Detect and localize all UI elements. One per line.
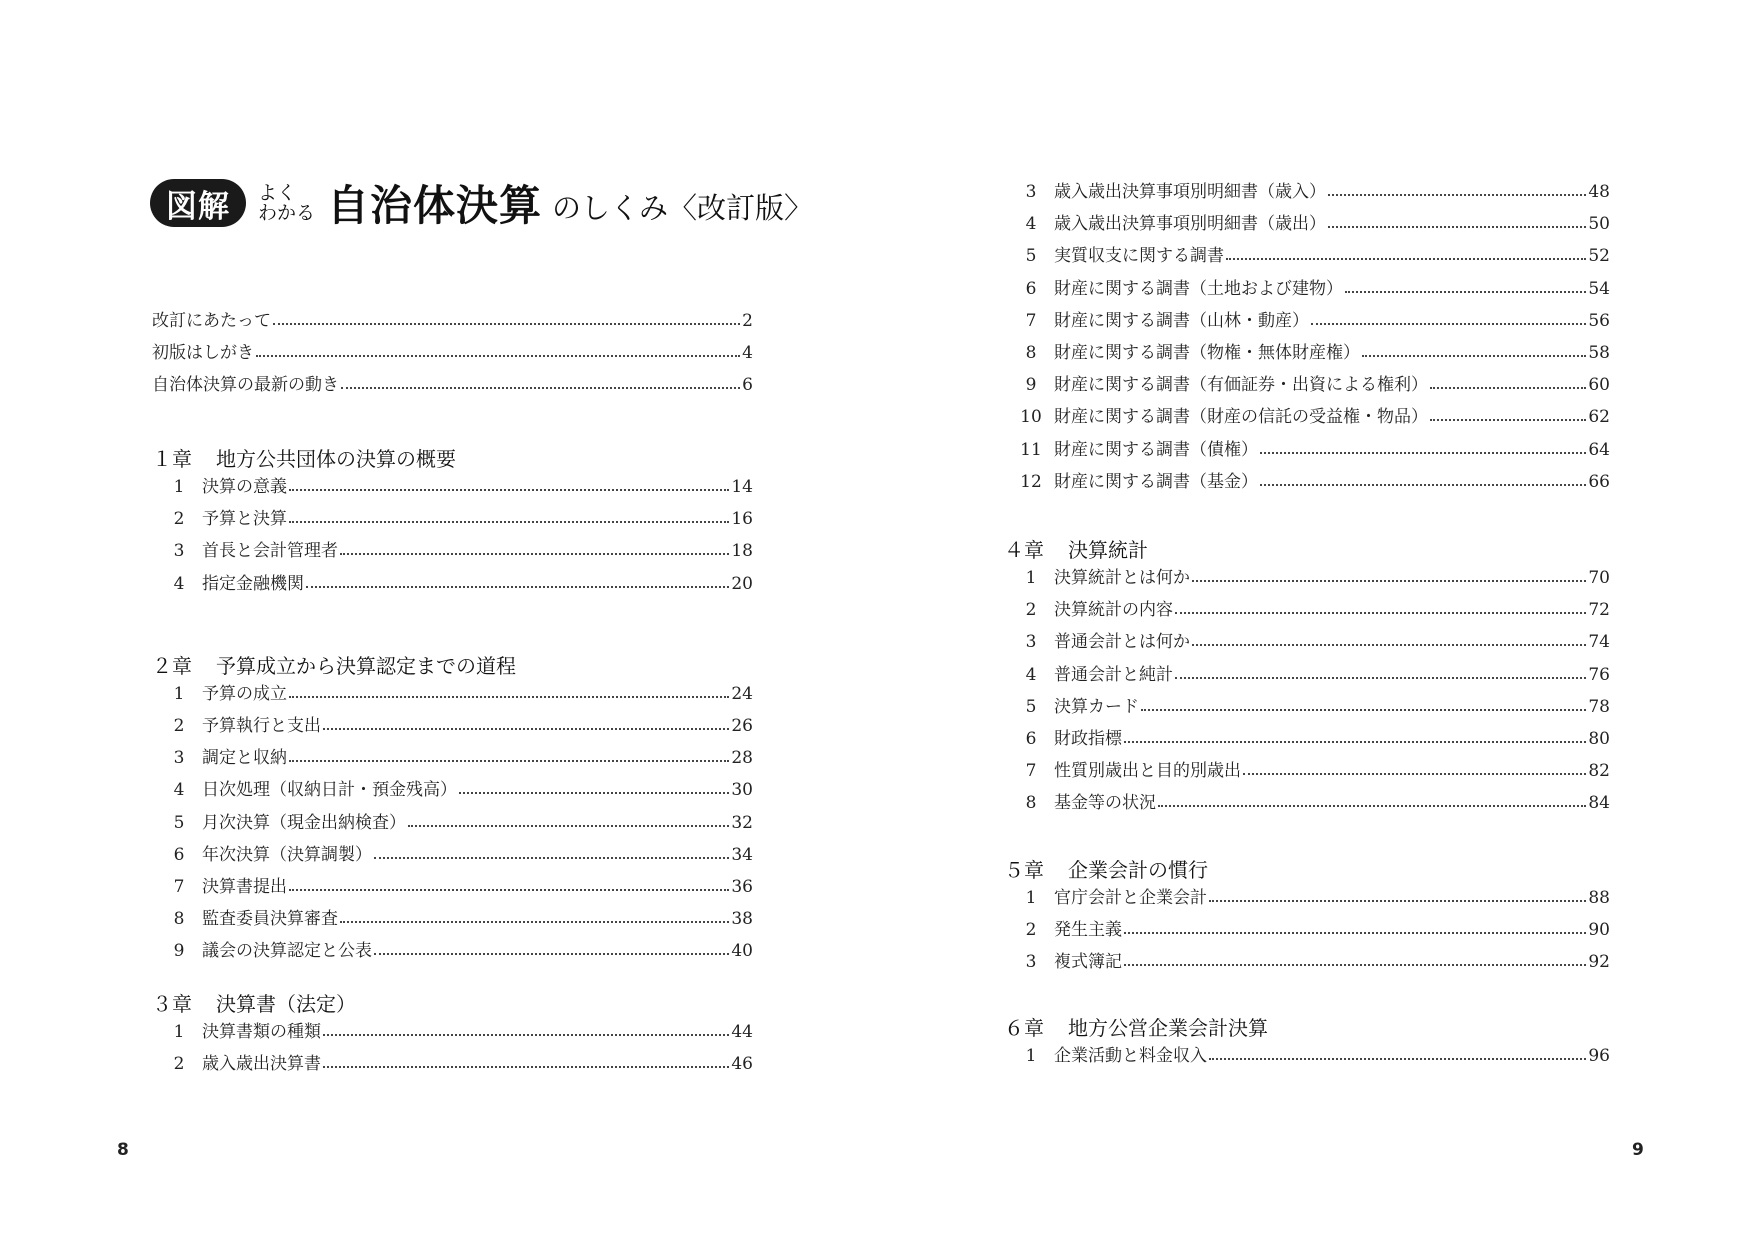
toc-entry [1020, 788, 1610, 812]
toc-entry-title: 財産に関する調書（基金） [1054, 471, 1258, 492]
leader-dots [1209, 900, 1586, 902]
toc-entry [168, 775, 753, 799]
book-title [150, 178, 813, 228]
toc-entry-title: 指定金融機関 [202, 573, 304, 594]
toc-entry-title: 予算と決算 [202, 509, 287, 530]
leader-dots [374, 857, 729, 859]
toc-entry [1020, 883, 1610, 907]
toc-entry [1020, 660, 1610, 684]
toc-entry-page: 2 [742, 311, 753, 331]
toc-entry-title: 決算の意義 [202, 477, 287, 497]
toc-entry [1020, 724, 1610, 748]
chapter-heading [1004, 1012, 1268, 1041]
toc-entry-title: 歳入歳出決算書 [202, 1054, 321, 1075]
leader-dots [1141, 709, 1586, 711]
right-page [877, 0, 1755, 1241]
toc-entry-number: 3 [173, 541, 185, 562]
toc-entry-title: 財産に関する調書（土地および建物） [1054, 278, 1343, 299]
toc-entry-title: 財産に関する調書（財産の信託の受益権・物品） [1054, 407, 1428, 428]
page-number-left: 8 [117, 1140, 129, 1160]
toc-entry [1020, 467, 1610, 491]
toc-entry-title: 決算書提出 [202, 877, 287, 897]
toc-entry [168, 679, 753, 703]
toc-entry [1020, 563, 1610, 587]
toc-entry-page: 14 [731, 477, 753, 497]
toc-entry-number: 10 [1020, 407, 1042, 428]
toc-entry-page: 50 [1588, 214, 1610, 235]
toc-entry-title: 財産に関する調書（債権） [1054, 439, 1258, 460]
toc-entry-title: 改訂にあたって [152, 311, 271, 331]
leader-dots [289, 696, 729, 698]
toc-entry-page: 82 [1588, 761, 1610, 782]
toc-entry [1020, 627, 1610, 651]
toc-entry-title: 普通会計とは何か [1054, 632, 1190, 653]
toc-entry-title: 首長と会計管理者 [202, 541, 338, 562]
toc-entry-page: 56 [1588, 310, 1610, 331]
toc-entry-title: 議会の決算認定と公表 [202, 941, 372, 962]
leader-dots [1430, 419, 1586, 421]
toc-entry [168, 904, 753, 928]
toc-entry-title: 月次決算（現金出納検査） [202, 812, 406, 833]
toc-entry-title: 日次処理（収納日計・預金残高） [202, 780, 457, 801]
toc-entry-title: 予算執行と支出 [202, 716, 321, 736]
chapter-heading [152, 650, 516, 679]
title-badge: 図解 [150, 179, 246, 227]
toc-entry-page: 96 [1588, 1046, 1610, 1067]
toc-entry-number: 1 [173, 683, 185, 704]
toc-entry [152, 338, 753, 362]
toc-entry-page: 24 [731, 683, 753, 704]
toc-entry-title: 基金等の状況 [1054, 793, 1156, 814]
toc-entry [152, 306, 753, 330]
toc-entry-number: 8 [1025, 793, 1037, 814]
toc-entry-title: 初版はしがき [152, 343, 254, 364]
toc-entry-number: 3 [1025, 182, 1037, 202]
chapter-label: ３章 [152, 992, 192, 1016]
toc-entry [1020, 915, 1610, 939]
left-page [0, 0, 877, 1241]
toc-entry-page: 32 [731, 812, 753, 833]
toc-entry [168, 872, 753, 896]
leader-dots [256, 355, 740, 357]
chapter-heading [152, 443, 456, 472]
chapter-title: 決算書（法定） [216, 992, 356, 1016]
toc-entry-number: 6 [1025, 278, 1037, 299]
toc-entry-title: 実質収支に関する調書 [1054, 246, 1224, 267]
toc-entry-title: 歳入歳出決算事項別明細書（歳出） [1054, 214, 1326, 235]
toc-entry-title: 決算統計とは何か [1054, 568, 1190, 588]
toc-entry-page: 54 [1588, 278, 1610, 299]
leader-dots [273, 323, 740, 325]
toc-entry-page: 18 [731, 541, 753, 562]
leader-dots [323, 1034, 729, 1036]
toc-entry-title: 普通会計と純計 [1054, 664, 1173, 685]
toc-entry-number: 1 [1025, 568, 1037, 588]
toc-entry-page: 88 [1588, 887, 1610, 908]
toc-entry-number: 4 [1025, 664, 1037, 685]
toc-entry [1020, 595, 1610, 619]
leader-dots [323, 728, 729, 730]
chapter-label: １章 [152, 447, 192, 471]
chapter-heading [152, 988, 356, 1017]
leader-dots [1260, 484, 1586, 486]
leader-dots [1124, 741, 1586, 743]
toc-entry-title: 決算統計の内容 [1054, 600, 1173, 621]
toc-entry-number: 2 [1025, 600, 1037, 621]
toc-entry-page: 80 [1588, 729, 1610, 749]
toc-entry [1020, 241, 1610, 265]
toc-entry [1020, 338, 1610, 362]
leader-dots [1124, 964, 1586, 966]
leader-dots [289, 889, 729, 891]
toc-entry-number: 7 [173, 877, 185, 897]
toc-entry-page: 30 [731, 780, 753, 801]
toc-entry-number: 4 [173, 573, 185, 594]
leader-dots [323, 1066, 729, 1068]
toc-entry-number: 9 [173, 941, 185, 962]
toc-entry-number: 3 [173, 748, 185, 769]
toc-entry-title: 年次決算（決算調製） [202, 844, 372, 865]
toc-entry-number: 2 [173, 1054, 185, 1075]
toc-entry [168, 936, 753, 960]
leader-dots [1430, 387, 1586, 389]
toc-entry-page: 16 [731, 509, 753, 530]
toc-entry-page: 44 [731, 1022, 753, 1042]
leader-dots [341, 387, 740, 389]
toc-entry [168, 840, 753, 864]
title-main: 自治体決算 [327, 181, 543, 230]
leader-dots [1175, 677, 1586, 679]
toc-entry [168, 472, 753, 496]
toc-entry-page: 76 [1588, 664, 1610, 685]
toc-entry [1020, 306, 1610, 330]
title-small-line2: わかる [258, 202, 316, 224]
toc-entry [168, 1017, 753, 1041]
toc-entry-page: 92 [1588, 952, 1610, 972]
toc-entry [1020, 1041, 1610, 1065]
toc-entry [152, 370, 753, 394]
toc-entry-number: 2 [173, 716, 185, 736]
toc-entry-title: 歳入歳出決算事項別明細書（歳入） [1054, 182, 1326, 202]
chapter-title: 予算成立から決算認定までの道程 [216, 653, 516, 678]
toc-entry-page: 6 [742, 375, 753, 396]
chapter-heading [1004, 534, 1148, 563]
toc-entry-title: 財産に関する調書（物権・無体財産権） [1054, 343, 1360, 363]
chapter-label: ５章 [1004, 857, 1044, 882]
toc-entry-number: 2 [1025, 919, 1037, 940]
toc-entry [1020, 756, 1610, 780]
toc-entry-number: 1 [1025, 887, 1037, 908]
leader-dots [306, 586, 729, 588]
toc-entry-page: 74 [1588, 632, 1610, 653]
toc-entry-page: 4 [742, 343, 753, 364]
toc-entry-page: 48 [1588, 182, 1610, 202]
toc-entry-number: 4 [173, 780, 185, 801]
toc-entry-page: 60 [1588, 375, 1610, 396]
toc-entry-number: 4 [1025, 214, 1037, 235]
chapter-heading [1004, 854, 1208, 883]
toc-entry [1020, 370, 1610, 394]
chapter-label: ６章 [1004, 1016, 1044, 1041]
toc-entry-page: 90 [1588, 919, 1610, 940]
leader-dots [1192, 580, 1586, 582]
chapter-label: ４章 [1004, 538, 1044, 562]
toc-entry [1020, 177, 1610, 201]
toc-entry-number: 3 [1025, 952, 1037, 972]
toc-entry-page: 64 [1588, 439, 1610, 460]
toc-entry-title: 決算カード [1054, 696, 1139, 717]
toc-entry-page: 26 [731, 716, 753, 736]
chapter-title: 決算統計 [1068, 538, 1148, 562]
chapter-title: 企業会計の慣行 [1068, 857, 1208, 882]
toc-entry-number: 1 [1025, 1046, 1037, 1067]
toc-entry [1020, 402, 1610, 426]
toc-entry-number: 12 [1020, 471, 1042, 492]
toc-entry-title: 財産に関する調書（山林・動産） [1054, 310, 1309, 331]
leader-dots [289, 521, 729, 523]
toc-entry-number: 7 [1025, 310, 1037, 331]
page-number-right: 9 [1632, 1140, 1644, 1160]
chapter-label: ２章 [152, 653, 192, 678]
leader-dots [340, 553, 729, 555]
toc-entry-page: 84 [1588, 793, 1610, 814]
toc-entry-page: 36 [731, 877, 753, 897]
toc-entry-number: 5 [173, 812, 185, 833]
chapter-title: 地方公共団体の決算の概要 [216, 447, 456, 471]
toc-entry [168, 808, 753, 832]
toc-entry-title: 複式簿記 [1054, 952, 1122, 972]
toc-entry-number: 2 [173, 509, 185, 530]
toc-entry-number: 6 [173, 844, 185, 865]
leader-dots [1192, 644, 1586, 646]
toc-entry-number: 7 [1025, 761, 1037, 782]
toc-entry-title: 決算書類の種類 [202, 1022, 321, 1042]
toc-entry-page: 20 [731, 573, 753, 594]
leader-dots [1311, 323, 1586, 325]
leader-dots [1345, 291, 1586, 293]
toc-entry-title: 発生主義 [1054, 919, 1122, 940]
leader-dots [340, 921, 729, 923]
toc-entry-title: 財産に関する調書（有価証券・出資による権利） [1054, 375, 1428, 396]
toc-entry-number: 1 [173, 1022, 185, 1042]
chapter-title: 地方公営企業会計決算 [1068, 1016, 1268, 1041]
toc-entry-title: 監査委員決算審査 [202, 909, 338, 930]
toc-entry-number: 8 [1025, 343, 1037, 363]
toc-entry [1020, 209, 1610, 233]
toc-entry-title: 性質別歳出と目的別歳出 [1054, 761, 1241, 782]
leader-dots [1124, 932, 1586, 934]
toc-entry [1020, 435, 1610, 459]
toc-entry-page: 72 [1588, 600, 1610, 621]
toc-entry [168, 743, 753, 767]
toc-entry-number: 6 [1025, 729, 1037, 749]
leader-dots [1175, 612, 1586, 614]
toc-entry-title: 調定と収納 [202, 748, 287, 769]
leader-dots [1158, 805, 1586, 807]
toc-entry [168, 504, 753, 528]
leader-dots [374, 953, 729, 955]
toc-entry-page: 78 [1588, 696, 1610, 717]
toc-entry-number: 1 [173, 477, 185, 497]
title-small-line1: よく [258, 182, 297, 204]
toc-entry-title: 自治体決算の最新の動き [152, 375, 339, 396]
leader-dots [1328, 226, 1586, 228]
toc-entry [1020, 692, 1610, 716]
title-suffix: のしくみ〈改訂版〉 [552, 190, 814, 225]
toc-entry-page: 52 [1588, 246, 1610, 267]
leader-dots [289, 489, 729, 491]
toc-entry-number: 5 [1025, 246, 1037, 267]
toc-entry [168, 536, 753, 560]
toc-entry-title: 財政指標 [1054, 729, 1122, 749]
toc-entry-number: 5 [1025, 696, 1037, 717]
toc-entry-page: 38 [731, 909, 753, 930]
toc-entry-number: 8 [173, 909, 185, 930]
toc-entry-title: 官庁会計と企業会計 [1054, 887, 1207, 908]
toc-entry [168, 711, 753, 735]
toc-entry-page: 46 [731, 1054, 753, 1075]
toc-entry-page: 34 [731, 844, 753, 865]
leader-dots [1328, 194, 1586, 196]
leader-dots [289, 760, 729, 762]
toc-entry [1020, 947, 1610, 971]
toc-entry-page: 66 [1588, 471, 1610, 492]
leader-dots [1209, 1058, 1586, 1060]
toc-entry-page: 58 [1588, 343, 1610, 363]
leader-dots [1362, 355, 1586, 357]
toc-entry-page: 28 [731, 748, 753, 769]
toc-entry-page: 70 [1588, 568, 1610, 588]
toc-entry-number: 9 [1025, 375, 1037, 396]
toc-entry-page: 62 [1588, 407, 1610, 428]
toc-entry-number: 11 [1020, 439, 1042, 460]
toc-entry [168, 569, 753, 593]
leader-dots [459, 792, 729, 794]
toc-entry-number: 3 [1025, 632, 1037, 653]
toc-entry [1020, 274, 1610, 298]
toc-entry-page: 40 [731, 941, 753, 962]
toc-entry-title: 予算の成立 [202, 683, 287, 704]
toc-entry [168, 1049, 753, 1073]
title-small-text [258, 183, 315, 223]
toc-entry-title: 企業活動と料金収入 [1054, 1046, 1207, 1067]
leader-dots [1226, 258, 1586, 260]
leader-dots [1260, 452, 1586, 454]
leader-dots [1243, 773, 1586, 775]
leader-dots [408, 825, 729, 827]
